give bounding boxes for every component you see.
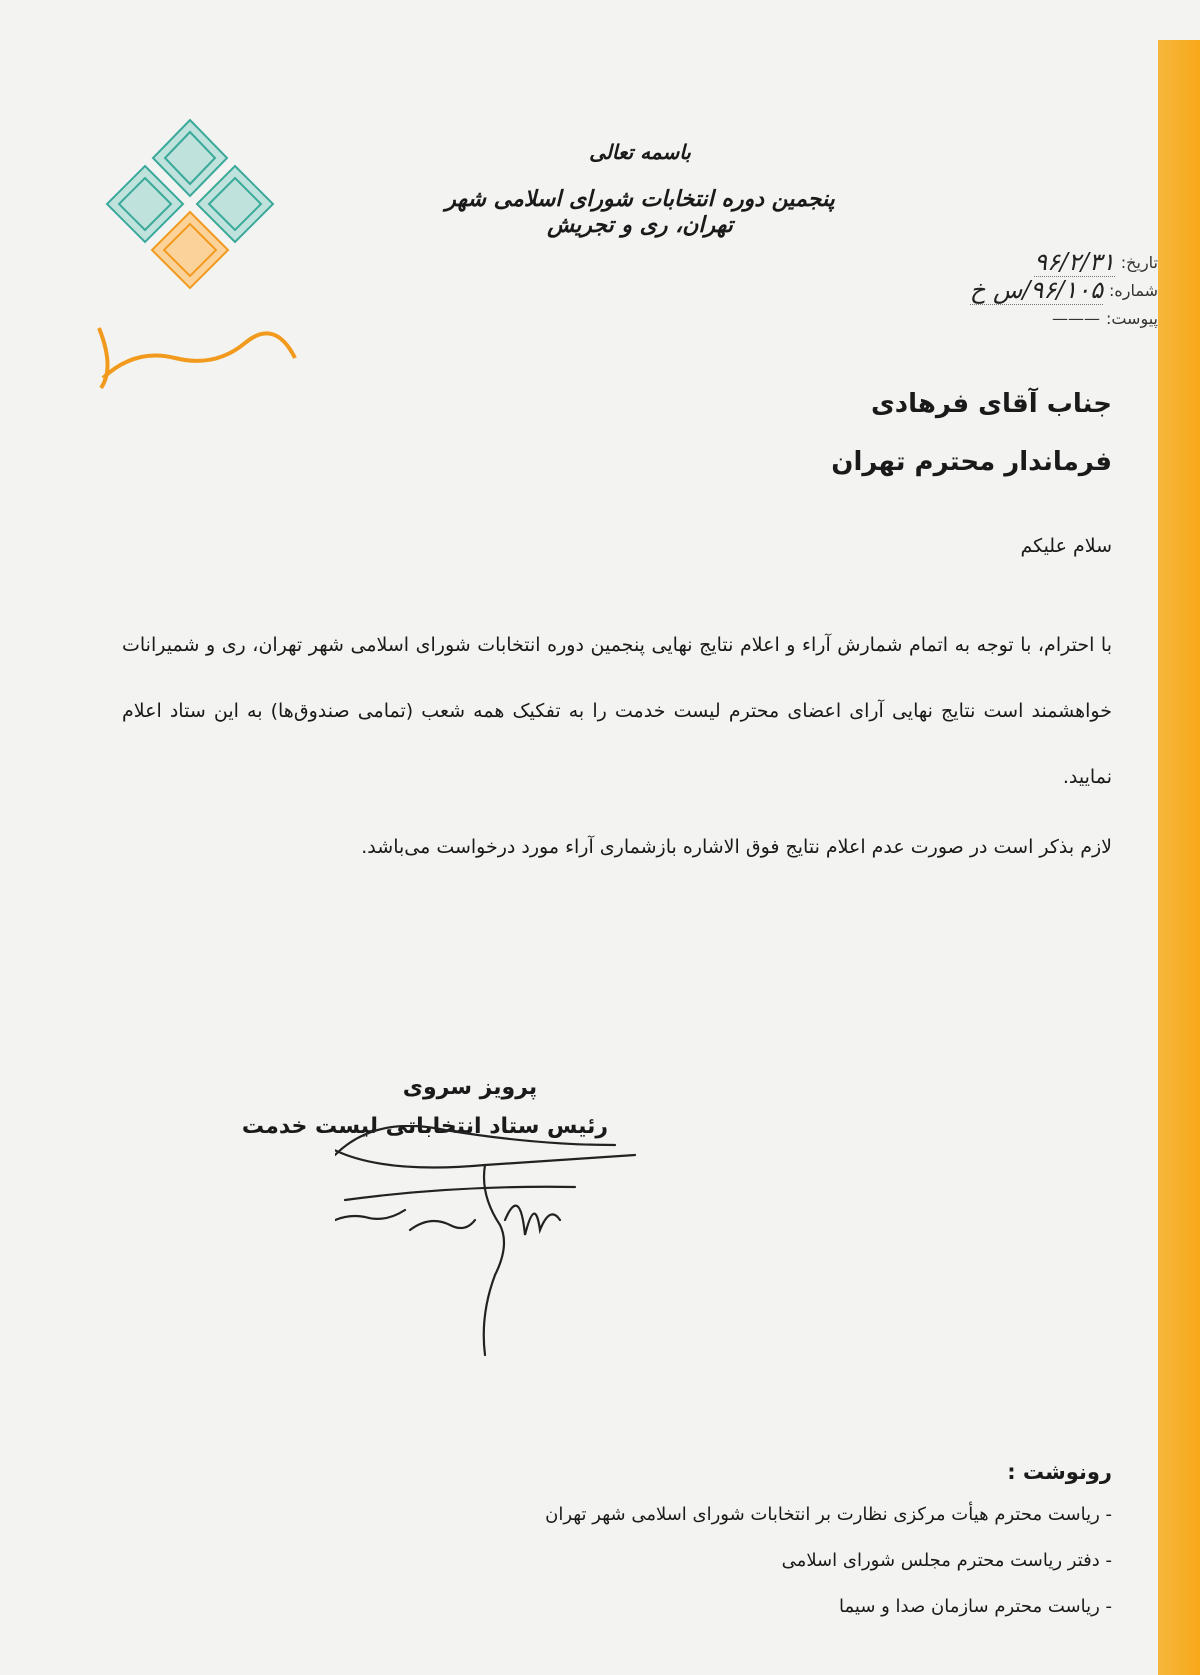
letter-body <box>122 535 1112 880</box>
carbon-copy <box>545 1460 1112 1630</box>
main-paragraph: با احترام، با توجه به اتمام شمارش آراء و اعلام نتایج نهایی پنجمین دوره انتخابات شورای اسلامی شهر تهران، ری و شمیرانات خواهشمند است نتایج نهایی آرای اعضای محترم لیست خدمت را به تفکیک همه شعب (تمامی صندوق‌ها) به این ستاد اعلام نمایید. <box>122 634 1112 788</box>
cc-title: رونوشت : <box>1007 1460 1112 1484</box>
logo-emblem <box>95 118 325 418</box>
attachment-row <box>970 304 1158 332</box>
cc-item: - ریاست محترم هیأت مرکزی نظارت بر انتخابات شورای اسلامی شهر تهران <box>545 1504 1112 1525</box>
signer-title: رئیس ستاد انتخاباتی لیست خدمت <box>241 1114 609 1139</box>
cc-item: - دفتر ریاست محترم مجلس شورای اسلامی <box>781 1550 1112 1571</box>
signer-name: پرویز سروی <box>402 1075 538 1100</box>
attachment-label: پیوست: <box>1105 308 1158 328</box>
date-value: ۹۶/۲/۳۱ <box>1034 247 1115 276</box>
number-row <box>970 276 1158 304</box>
bismillah: باسمه تعالی <box>589 140 691 164</box>
attachment-value: ——— <box>1051 308 1100 328</box>
letter-meta <box>970 248 1158 332</box>
greeting: سلام علیکم <box>1020 535 1112 557</box>
campaign-logo <box>95 118 325 418</box>
date-label: تاریخ: <box>1120 252 1158 272</box>
recipient <box>831 375 1112 491</box>
recipient-title: فرماندار محترم تهران <box>831 447 1112 477</box>
number-label: شماره: <box>1108 280 1158 300</box>
handwritten-signature <box>335 1125 665 1385</box>
cc-item: - ریاست محترم سازمان صدا و سیما <box>839 1596 1112 1617</box>
letterhead <box>440 140 840 238</box>
organization-title: پنجمین دوره انتخابات شورای اسلامی شهر تهران، ری و تجریش <box>445 186 835 238</box>
note-paragraph: لازم بذکر است در صورت عدم اعلام نتایج فوق الاشاره بازشماری آراء مورد درخواست می‌باشد. <box>361 836 1112 858</box>
page-edge-strip <box>1158 40 1200 1675</box>
number-value: ۹۶/۱۰۵/س خ <box>969 275 1103 304</box>
date-row <box>970 248 1158 276</box>
recipient-name: جناب آقای فرهادی <box>870 389 1112 419</box>
